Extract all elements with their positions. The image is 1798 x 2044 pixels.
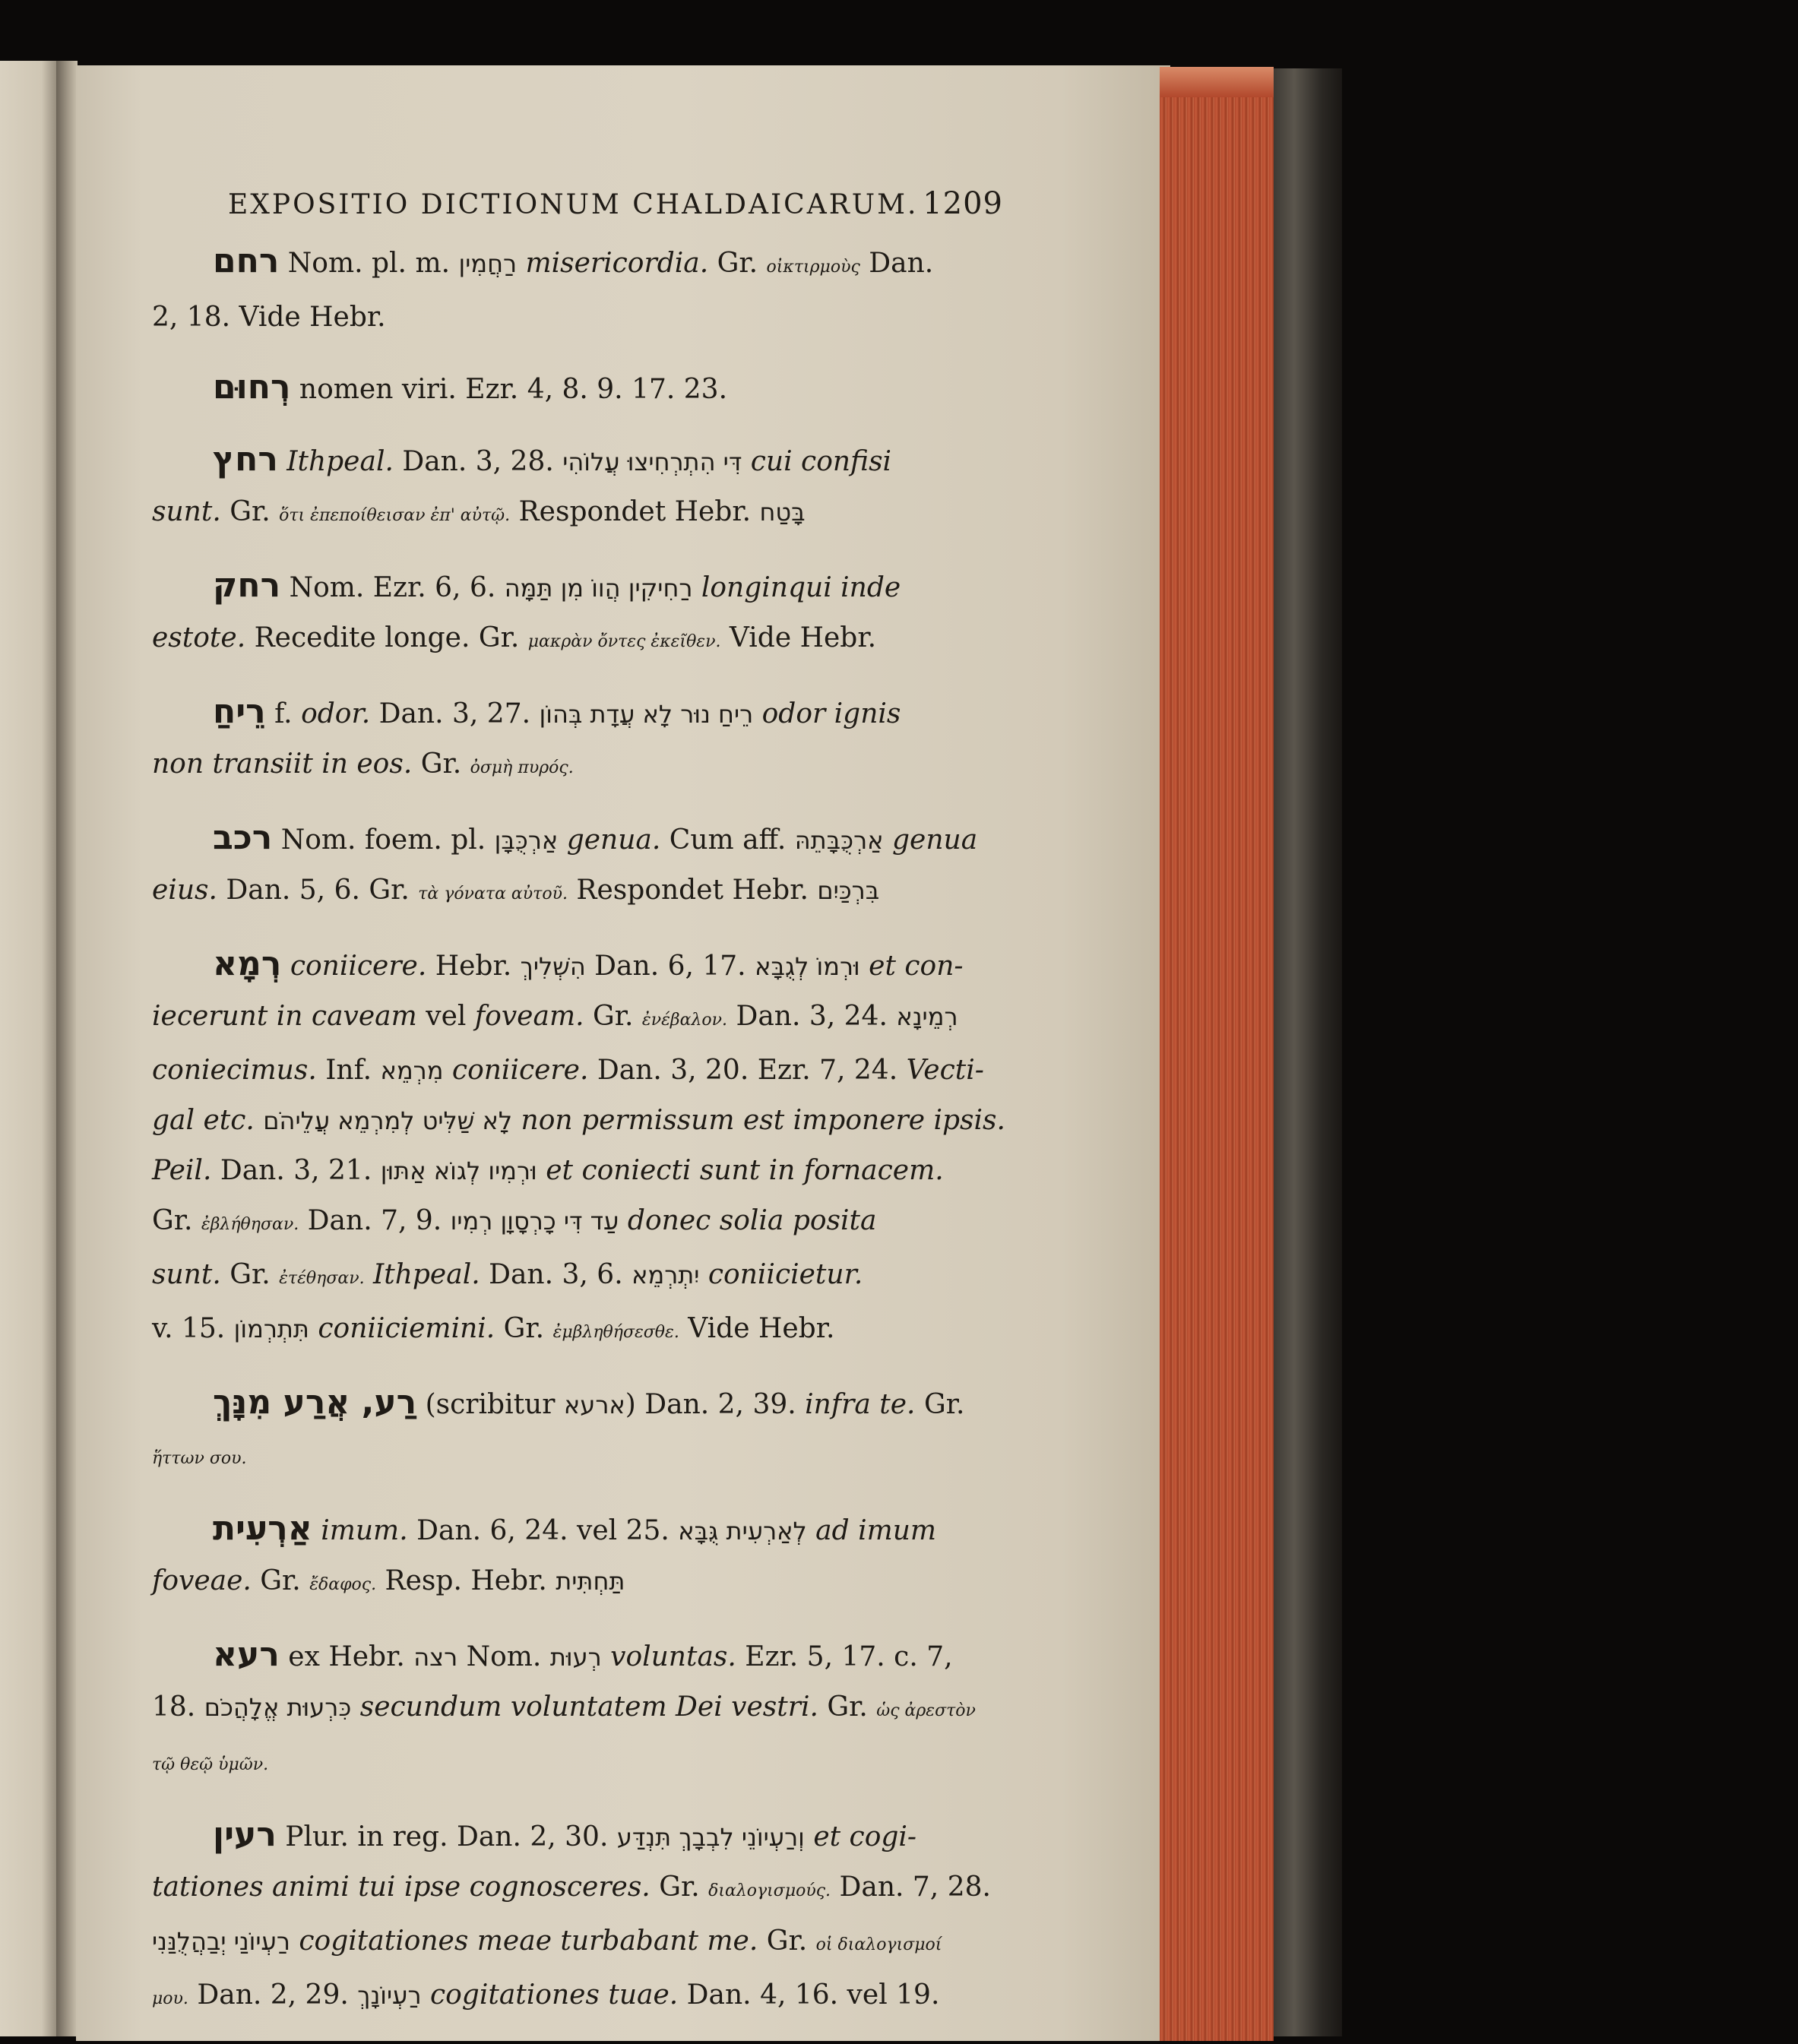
latin-text: ) Dan. 2, 39. (625, 1389, 806, 1420)
hebrew-text: רַחִיקִין הֲווֹ מִן תַּמָּה (504, 574, 693, 603)
hebrew-text: רצה (413, 1643, 458, 1672)
hebrew-text: עַד דִּי כָרְסָוָן רְמִיו (450, 1207, 619, 1236)
latin-text: Gr. (766, 1925, 816, 1957)
latin-italic-text: Peil. (152, 1155, 220, 1186)
entry-line (152, 1304, 1003, 1358)
latin-text: f. (265, 698, 302, 729)
greek-text: μου. (152, 1989, 188, 2008)
latin-italic-text: non transiit in eos. (152, 748, 421, 780)
dictionary-entry (152, 1630, 1003, 1790)
latin-italic-text: et con- (859, 951, 964, 982)
latin-text: Resp. Hebr. (376, 1565, 556, 1596)
latin-italic-text: donec solia posita (619, 1205, 877, 1236)
entry-line (152, 487, 1003, 541)
latin-text: Gr. (503, 1313, 553, 1344)
headword: רחם (213, 242, 280, 280)
red-page-edges (1160, 67, 1274, 2041)
greek-text: ἐτέθησαν. (279, 1269, 365, 1288)
hebrew-text: אַרְכֻּבָּתֵהּ (794, 826, 884, 855)
latin-italic-text: sunt. (152, 496, 230, 527)
headword: רחץ (213, 440, 278, 479)
latin-italic-text: odor ignis (753, 698, 901, 729)
greek-text: ὡς ἀρεστὸν (876, 1701, 976, 1720)
dictionary-entry (152, 1810, 1003, 2024)
latin-text: Dan. 7, 28. (831, 1872, 991, 1903)
entry-line (152, 687, 1003, 739)
greek-text: ὀσμὴ πυρός. (470, 758, 574, 777)
latin-italic-text: non permissum est imponere ipsis. (512, 1105, 1005, 1136)
greek-text: διαλογισμούς. (708, 1881, 831, 1900)
dictionary-entry (152, 435, 1003, 541)
latin-text: vel (426, 1001, 475, 1032)
latin-text: Gr. (592, 1001, 642, 1032)
hebrew-text: הִשְׁלִיךְ (520, 952, 586, 981)
entry-line (152, 813, 1003, 865)
latin-text: Dan. 3, 21. (220, 1155, 381, 1186)
dictionary-entry (152, 362, 1003, 415)
latin-text: Dan. 6, 17. (585, 951, 755, 982)
latin-italic-text: coniicietur. (699, 1259, 863, 1290)
page-content (152, 186, 1003, 2044)
dictionary-entry (152, 561, 1003, 667)
headword: רעין (213, 1815, 277, 1854)
entry-line (152, 1810, 1003, 1862)
latin-italic-text: coniicere. (443, 1055, 597, 1086)
latin-text: Respondet Hebr. (567, 875, 818, 906)
greek-text: οἱ διαλογισμοί (815, 1935, 942, 1954)
latin-italic-text: imum. (312, 1515, 417, 1546)
latin-italic-text: gal etc. (152, 1105, 264, 1136)
hebrew-text: יִתְרְמֵא (632, 1261, 700, 1289)
entry-line (152, 739, 1003, 793)
hebrew-text: בִּרְכַּיִם (817, 876, 880, 905)
dictionary-entry (152, 939, 1003, 1358)
latin-text: Gr. (420, 748, 470, 780)
latin-text: Respondet Hebr. (510, 496, 760, 527)
latin-text: Dan. 5, 6. Gr. (226, 875, 419, 906)
latin-text: Ezr. 5, 17. c. 7, (745, 1641, 953, 1672)
hebrew-text: תַּחְתִּית (556, 1567, 625, 1596)
entry-line (152, 1970, 1003, 2024)
latin-text: Cum aff. (669, 824, 795, 856)
headword: רְחוּם (213, 368, 291, 407)
latin-italic-text: longinqui inde (692, 572, 901, 603)
entry-line (152, 236, 1003, 293)
latin-italic-text: genua (883, 824, 978, 856)
greek-text: ἐμβληθήσεσθε. (552, 1323, 679, 1342)
latin-text: 2, 18. Vide Hebr. (152, 302, 386, 333)
latin-text: Dan. 2, 29. (188, 1979, 358, 2011)
greek-text: μακρὰν ὄντες ἐκεῖθεν. (527, 632, 721, 651)
entry-line (152, 613, 1003, 667)
latin-text: v. 15. (152, 1313, 234, 1344)
latin-italic-text: secundum voluntatem Dei vestri. (351, 1691, 828, 1723)
latin-italic-text: misericordia. (517, 248, 717, 279)
entry-line (152, 1250, 1003, 1304)
hebrew-text: וּרְמִיו לְגוֹא אַתּוּן (380, 1156, 537, 1185)
latin-text: Dan. 3, 28. (402, 446, 563, 477)
dictionary-entry (152, 687, 1003, 793)
latin-text: Inf. (325, 1055, 381, 1086)
latin-text: Gr. (229, 496, 280, 527)
latin-italic-text: Vecti- (906, 1055, 984, 1086)
hebrew-text: דִּי הִתְרְחִיצוּ עֲלוֹהִי (562, 448, 742, 476)
dictionary-entry (152, 813, 1003, 919)
latin-text: Hebr. (435, 951, 521, 982)
hebrew-text: רַעְיוֹנָךְ (357, 1981, 422, 2010)
hebrew-text: לָא שַׁלִּיט לְמִרְמֵא עֲלֵיהֹם (263, 1106, 513, 1135)
dictionary-entries (152, 236, 1003, 2024)
entry-line (152, 1196, 1003, 1250)
latin-text: Nom. foem. pl. (272, 824, 495, 856)
left-page-edge (0, 61, 59, 2036)
entry-line (152, 1096, 1003, 1146)
latin-italic-text: et cogi- (804, 1821, 917, 1853)
hebrew-text: ארעא (563, 1391, 625, 1419)
latin-italic-text: et coniecti sunt in fornacem. (537, 1155, 944, 1186)
entry-line (152, 1916, 1003, 1970)
latin-text: Gr. (923, 1389, 965, 1420)
greek-text: οἰκτιρμοὺς (766, 258, 860, 277)
latin-text: (scribitur (416, 1389, 564, 1420)
latin-text: Gr. (152, 1205, 201, 1236)
latin-italic-text: odor. (301, 698, 379, 729)
dictionary-entry (152, 236, 1003, 343)
latin-italic-text: infra te. (805, 1389, 924, 1420)
latin-italic-text: Ithpeal. (277, 446, 403, 477)
latin-text: Gr. (659, 1872, 709, 1903)
headword: רֵיחַ (213, 692, 266, 731)
hebrew-text: אַרְכֻּבָּן (494, 826, 559, 855)
latin-text: Gr. (229, 1259, 280, 1290)
headword: רחק (213, 566, 281, 605)
latin-italic-text: ad imum (806, 1515, 937, 1546)
entry-line (152, 1146, 1003, 1196)
page-number: 1209 (923, 186, 1003, 221)
latin-italic-text: Ithpeal. (364, 1259, 489, 1290)
entry-line (152, 362, 1003, 415)
latin-italic-text: estote. (152, 622, 255, 653)
entry-line (152, 1736, 1003, 1790)
latin-italic-text: eius. (152, 875, 226, 906)
latin-italic-text: genua. (558, 824, 670, 856)
entry-line (152, 1862, 1003, 1916)
latin-text: Plur. in reg. Dan. 2, 30. (276, 1821, 617, 1853)
latin-text: Dan. 4, 16. vel 19. (686, 1979, 940, 2011)
latin-italic-text: foveam. (474, 1001, 593, 1032)
entry-line (152, 1046, 1003, 1096)
entry-line (152, 865, 1003, 919)
greek-text: τῷ θεῷ ὑμῶν. (152, 1755, 269, 1774)
hebrew-text: וְרַעְיוֹנֵי לִבְבָךְ תִּנְדַּע (616, 1823, 805, 1852)
hebrew-text: רַעְיוֹנַי יְבַהֲלֻנַּנִי (152, 1927, 290, 1956)
entry-line (152, 561, 1003, 613)
latin-text: Gr. (717, 248, 767, 279)
latin-text: Vide Hebr. (679, 1313, 835, 1344)
headword: רכב (213, 818, 273, 857)
hebrew-text: תִּתְרְמוֹן (233, 1315, 309, 1343)
hebrew-text: רְמֵינָא (896, 1002, 958, 1031)
red-page-edges-top (1160, 67, 1274, 97)
latin-text: Recedite longe. Gr. (254, 622, 528, 653)
greek-text: ἐνέβαλον. (641, 1011, 728, 1030)
entry-line (152, 1630, 1003, 1682)
latin-text: Dan. 3, 20. Ezr. 7, 24. (597, 1055, 907, 1086)
entry-line (152, 293, 1003, 343)
book-gutter (56, 61, 78, 2036)
latin-italic-text: sunt. (152, 1259, 230, 1290)
latin-italic-text: iecerunt in caveam (152, 1001, 426, 1032)
hebrew-text: כִּרְעוּת אֱלָהֲכֹם (204, 1693, 352, 1722)
dictionary-entry (152, 1504, 1003, 1610)
hebrew-text: לְאַרְעִית גֻּבָּא (678, 1517, 807, 1546)
headword: רעא (213, 1635, 280, 1674)
hebrew-text: רַחֲמִין (458, 249, 518, 278)
latin-text: 18. (152, 1691, 204, 1723)
latin-text: Nom. (457, 1641, 550, 1672)
headword: רְמָא (213, 944, 282, 983)
latin-text: Dan. 6, 24. vel 25. (416, 1515, 679, 1546)
latin-italic-text: foveae. (152, 1565, 261, 1596)
entry-line (152, 1430, 1003, 1484)
hebrew-text: וּרְמוֹ לְגֻבָּא (755, 952, 860, 981)
entry-line (152, 1378, 1003, 1430)
headword: רַע, אֲרַע מִנָּךְ (213, 1383, 417, 1422)
latin-text: Gr. (260, 1565, 310, 1596)
latin-text: Nom. Ezr. 6, 6. (280, 572, 505, 603)
latin-italic-text: coniiciemini. (309, 1313, 504, 1344)
latin-text: ex Hebr. (279, 1641, 414, 1672)
greek-text: ὅτι ἐπεποίθεισαν ἐπ' αὐτῷ. (279, 506, 511, 525)
latin-italic-text: cui confisi (742, 446, 892, 477)
running-title: EXPOSITIO DICTIONUM CHALDAICARUM. (228, 189, 919, 220)
greek-text: ἐβλήθησαν. (201, 1215, 299, 1234)
hebrew-text: רְעוּת (549, 1643, 602, 1672)
hebrew-text: בָּטַח (759, 498, 806, 527)
entry-line (152, 1556, 1003, 1610)
latin-text: Dan. 7, 9. (299, 1205, 451, 1236)
entry-line (152, 939, 1003, 992)
book-binding (1274, 68, 1342, 2036)
greek-text: ἔδαφος. (309, 1575, 377, 1594)
latin-italic-text: tationes animi tui ipse cognosceres. (152, 1872, 660, 1903)
latin-italic-text: voluntas. (601, 1641, 745, 1672)
latin-text: Dan. 3, 27. (378, 698, 540, 729)
latin-italic-text: cogitationes meae turbabant me. (290, 1925, 767, 1957)
running-header (228, 186, 1003, 221)
dictionary-entry (152, 1378, 1003, 1484)
latin-text: Gr. (827, 1691, 877, 1723)
latin-text: Nom. pl. m. (279, 248, 459, 279)
entry-line (152, 1682, 1003, 1736)
entry-line (152, 1504, 1003, 1556)
latin-text: Dan. 3, 24. (727, 1001, 897, 1032)
latin-italic-text: cogitationes tuae. (421, 1979, 687, 2011)
latin-italic-text: coniecimus. (152, 1055, 326, 1086)
latin-text: nomen viri. Ezr. 4, 8. 9. 17. 23. (290, 374, 728, 405)
latin-italic-text: coniicere. (281, 951, 435, 982)
latin-text: Dan. (859, 248, 934, 279)
entry-line (152, 992, 1003, 1046)
entry-line (152, 435, 1003, 487)
greek-text: ἥττων σου. (152, 1449, 247, 1468)
headword: אַרְעִית (213, 1509, 312, 1548)
hebrew-text: רֵיחַ נוּר לָא עֲדָת בְּהוֹן (539, 700, 754, 729)
hebrew-text: מִרְמֵא (380, 1056, 444, 1085)
latin-text: Vide Hebr. (720, 622, 877, 653)
greek-text: τὰ γόνατα αὐτοῦ. (418, 884, 568, 903)
latin-text: Dan. 3, 6. (489, 1259, 632, 1290)
